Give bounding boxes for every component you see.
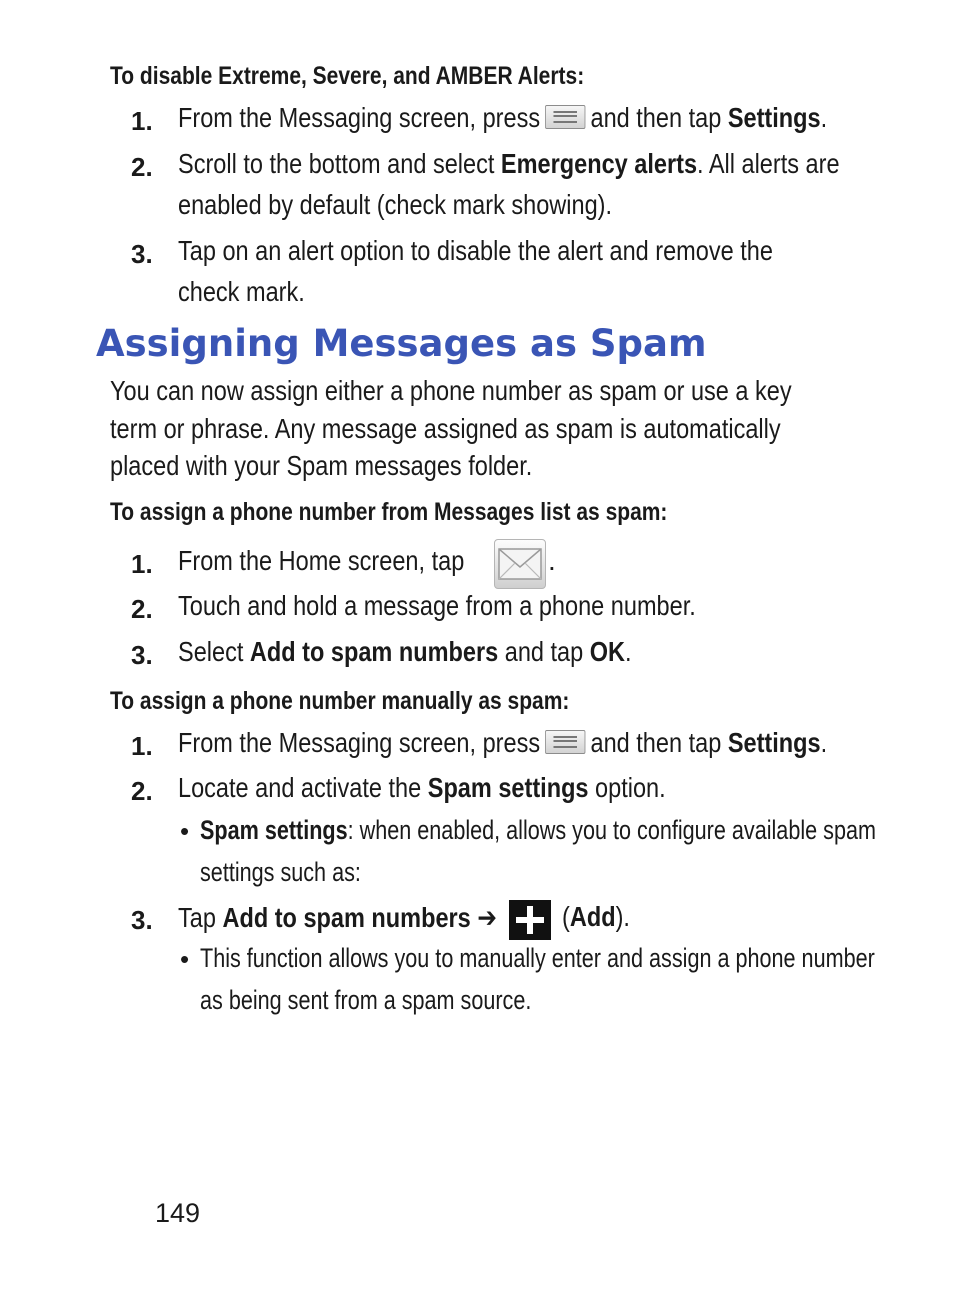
bullet-marker: • <box>180 944 190 974</box>
step-number: 2. <box>131 776 153 806</box>
menu-key-icon <box>545 105 585 129</box>
step-text: Scroll to the bottom and select Emergency alerts. All alerts are <box>178 148 840 179</box>
menu-key-icon <box>545 730 585 754</box>
page-number: 149 <box>155 1198 201 1228</box>
intro-line: term or phrase. Any message assigned as spam is automatically <box>110 413 781 444</box>
step-text-continued: enabled by default (check mark showing). <box>178 189 613 220</box>
section-heading-disable-alerts: To disable Extreme, Severe, and AMBER Alerts: <box>110 62 585 90</box>
bullet-text-continued: settings such as: <box>200 857 361 887</box>
step-text-continued: check mark. <box>178 276 305 307</box>
section-heading-from-list: To assign a phone number from Messages list as spam: <box>110 498 668 526</box>
add-icon <box>509 900 551 940</box>
arrow-icon: ➔ <box>477 902 498 933</box>
step-text: From the Home screen, tap <box>178 545 465 576</box>
step-number: 2. <box>131 594 153 624</box>
step-text-end: . <box>548 545 556 576</box>
step-number: 1. <box>131 549 153 579</box>
step-text: From the Messaging screen, press and then tap Settings. <box>178 727 828 758</box>
step-number: 1. <box>131 731 153 761</box>
step-number: 1. <box>131 106 153 136</box>
messaging-app-icon <box>494 539 546 589</box>
step-text: Locate and activate the Spam settings option. <box>178 772 666 803</box>
step-number: 3. <box>131 905 153 935</box>
bullet-text: This function allows you to manually enter and assign a phone number <box>200 943 875 973</box>
intro-line: placed with your Spam messages folder. <box>110 450 533 481</box>
step-text: From the Messaging screen, press and then tap Settings. <box>178 102 828 133</box>
bullet-text-continued: as being sent from a spam source. <box>200 985 532 1015</box>
step-text: Tap Add to spam numbers ➔ <box>178 902 498 933</box>
step-number: 2. <box>131 152 153 182</box>
step-text: Select Add to spam numbers and tap OK. <box>178 636 632 667</box>
bullet-text: Spam settings: when enabled, allows you to configure available spam <box>200 815 876 845</box>
step-number: 3. <box>131 239 153 269</box>
step-text: Touch and hold a message from a phone number. <box>178 590 696 621</box>
bullet-marker: • <box>180 816 190 846</box>
step-text: Tap on an alert option to disable the alert and remove the <box>178 235 773 266</box>
section-heading-manual: To assign a phone number manually as spam: <box>110 687 570 715</box>
section-title: Assigning Messages as Spam <box>96 322 707 365</box>
step-text-end: (Add). <box>562 901 630 932</box>
intro-line: You can now assign either a phone number as spam or use a key <box>110 375 792 406</box>
step-number: 3. <box>131 640 153 670</box>
